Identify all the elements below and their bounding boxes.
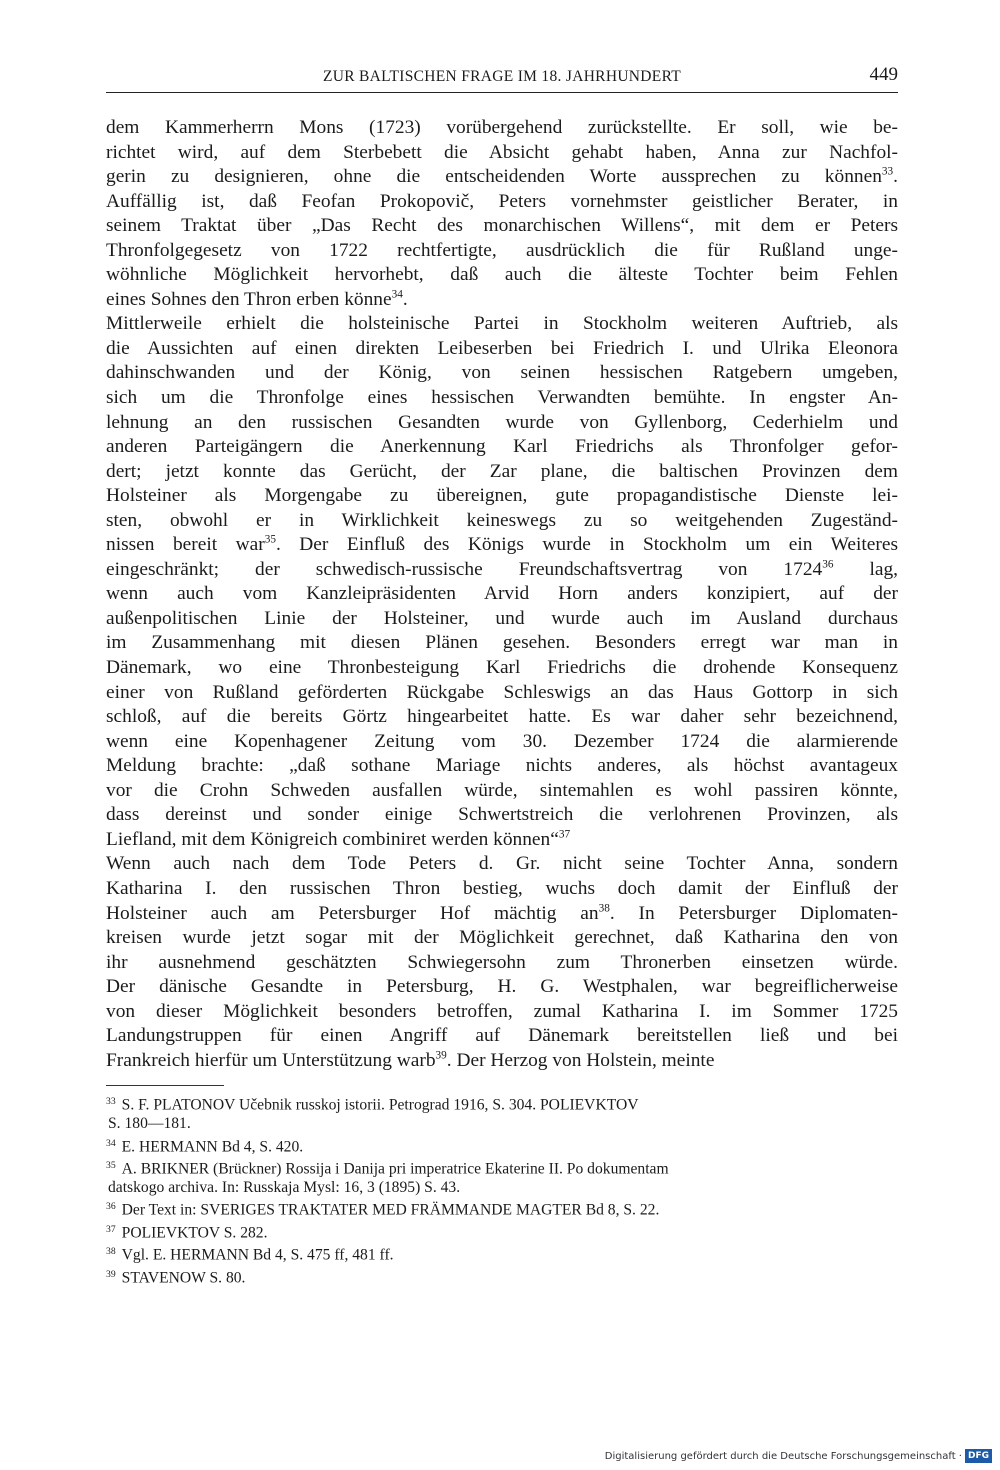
text-line [106,484,898,509]
text-line [106,1049,898,1074]
text-segment: gerin zu designieren, ohne die entscheidenden Worte aussprechen zu können [106,166,882,188]
text-segment: lag, [833,558,898,580]
text-line [106,337,898,362]
text-segment: dass dereinst und sonder einige Schwertstreich die verlohrenen Provinzen, als [106,804,898,826]
text-line [106,705,898,730]
text-segment: vor die Crohn Schweden ausfallen würde, sintemahlen es wohl passiren könnte, [106,779,898,801]
footnote-reference: 38 [598,902,610,915]
footnote-text: E. HERMANN Bd 4, S. 420. [121,1137,304,1155]
footnote [106,1220,898,1242]
text-line [106,386,898,411]
text-line [106,975,898,1000]
text-segment: . [893,166,898,188]
text-line [106,435,898,460]
footnote-number: 38 [106,1246,116,1258]
text-segment: . In Petersburger Diplomaten- [609,902,898,924]
footnote-text: datskogo archiva. In: Russkaja Mysl: 16, 3 (1895) S. 43. [108,1179,461,1197]
paragraph [106,116,898,312]
text-segment: Wenn auch nach dem Tode Peters d. Gr. nicht seine Tochter Anna, sondern [106,853,898,875]
text-segment: seinem Traktat über „Das Recht des monarchischen Willens“, mit dem er Peters [106,215,898,237]
text-line [106,803,898,828]
footnote-divider [106,1085,224,1086]
text-line [106,852,898,877]
page-header [106,64,898,93]
footnote [106,1242,898,1264]
text-line [106,607,898,632]
footnote-text: Vgl. E. HERMANN Bd 4, S. 475 ff, 481 ff. [121,1246,394,1264]
text-segment: von dieser Möglichkeit besonders betroffen, zumal Katharina I. im Sommer 1725 [106,1000,898,1022]
text-segment: Thronfolgegesetz von 1722 rechtfertigte, ausdrücklich die für Rußland unge- [106,239,898,261]
footnote-text: S. 180—181. [108,1115,191,1133]
text-segment: eines Sohnes den Thron erben könne [106,288,392,310]
text-line [106,165,898,190]
text-line [106,1024,898,1049]
footnote [106,1134,898,1156]
text-line [106,730,898,755]
text-line [106,460,898,485]
text-segment: Dänemark, wo eine Thronbesteigung Karl Friedrichs die drohende Konsequenz [106,657,898,679]
text-segment: eingeschränkt; der schwedisch-russische Freundschaftsvertrag von 1724 [106,558,823,580]
text-segment: Meldung brachte: „daß sothane Mariage nichts anderes, als höchst avantageux [106,755,898,777]
text-line [106,190,898,215]
text-segment: kreisen wurde jetzt sogar mit der Möglichkeit gerechnet, daß Katharina den von [106,927,898,949]
text-line [106,926,898,951]
text-line [106,681,898,706]
footnote [106,1265,898,1287]
text-line [106,582,898,607]
text-line [106,263,898,288]
text-line [106,509,898,534]
text-segment: nissen bereit war [106,534,265,556]
footnote [106,1156,898,1198]
text-segment: lehnung an den russischen Gesandten wurde von Gyllenborg, Cederhielm und [106,411,898,433]
text-line [106,141,898,166]
text-line [106,631,898,656]
text-segment: anderen Parteigängern die Anerkennung Karl Friedrichs als Thronfolger gefor- [106,436,898,458]
text-segment: sich um die Thronfolge eines hessischen Verwandten bemühte. In engster An- [106,387,898,409]
text-line [106,116,898,141]
text-segment: dahinschwanden und der König, von seinen hessischen Ratgebern umgeben, [106,362,898,384]
footnote-reference: 37 [558,828,571,841]
text-line [106,239,898,264]
text-line [106,1000,898,1025]
credit-text: Digitalisierung gefördert durch die Deutsche Forschungsgemeinschaft · [604,1450,962,1462]
text-line [106,288,898,313]
text-line [106,361,898,386]
text-segment: wenn auch vom Kanzleipräsidenten Arvid Horn anders konzipiert, auf der [106,583,898,605]
digitization-credit [605,1448,992,1464]
footnote-text: STAVENOW S. 80. [121,1268,246,1286]
footnote [106,1197,898,1219]
body-text [106,116,898,1073]
footnote-reference: 39 [435,1049,447,1062]
text-line [106,656,898,681]
text-line [106,312,898,337]
paragraph [106,852,898,1073]
footnotes [106,1092,898,1287]
page-number: 449 [869,64,898,85]
text-segment: schloß, auf die bereits Görtz hingearbeitet hatte. Es war daher sehr bezeichnend, [106,706,898,728]
footnote-number: 39 [106,1268,116,1280]
footnote-reference: 33 [881,165,894,178]
footnote-text: S. F. PLATONOV Učebnik russkoj istorii. Petrograd 1916, S. 304. POLIEVKTOV [121,1096,639,1114]
text-segment: außenpolitischen Linie der Holsteiner, und wurde auch im Ausland durchaus [106,607,898,629]
footnote-number: 35 [106,1159,116,1171]
text-line [106,214,898,239]
text-segment: Mittlerweile erhielt die holsteinische Partei in Stockholm weiteren Auftrieb, als [106,313,898,335]
text-segment: sten, obwohl er in Wirklichkeit keineswegs zu so weitgehenden Zugeständ- [106,509,898,531]
footnote-number: 33 [106,1096,116,1107]
text-segment: Landungstruppen für einen Angriff auf Dänemark bereitstellen ließ und bei [106,1025,898,1047]
footnote-reference: 35 [264,533,276,546]
text-segment: . [402,288,408,310]
footnote-text: A. BRIKNER (Brückner) Rossija i Danija pri imperatrice Ekaterine II. Po dokumentam [121,1160,669,1178]
footnote-number: 36 [106,1201,116,1213]
text-segment: richtet wird, auf dem Sterbebett die Absicht gehabt haben, Anna zur Nachfol- [106,141,898,163]
text-segment: ihr ausnehmend geschätzten Schwiegersohn zum Thronerben einsetzen würde. [106,951,898,973]
footnote [106,1092,898,1134]
footnote-reference: 36 [822,558,834,571]
text-segment: Der dänische Gesandte in Petersburg, H. G. Westphalen, war begreiflicherweise [106,976,898,998]
text-line [106,779,898,804]
footnote-number: 37 [106,1223,116,1235]
text-segment: die Aussichten auf einen direkten Leibeserben bei Friedrich I. und Ulrika Eleonora [106,337,898,359]
text-line [106,828,898,853]
text-segment: im Zusammenhang mit diesen Plänen gesehen. Besonders erregt war man in [106,632,898,654]
text-line [106,902,898,927]
text-segment: dem Kammerherrn Mons (1723) vorübergehend zurückstellte. Er soll, wie be- [106,117,898,138]
text-segment: Katharina I. den russischen Thron bestieg, wuchs doch damit der Einfluß der [106,877,898,899]
text-line [106,533,898,558]
text-segment: wöhnliche Möglichkeit hervorhebt, daß auch die älteste Tochter beim Fehlen [106,264,898,286]
text-segment: Holsteiner als Morgengabe zu übereignen, gute propagandistische Dienste lei- [106,485,898,507]
text-line [106,754,898,779]
text-segment: dert; jetzt konnte das Gerücht, der Zar plane, die baltischen Provinzen dem [106,460,898,482]
text-segment: Auffällig ist, daß Feofan Prokopovič, Peters vornehmster geistlicher Berater, in [106,190,898,212]
text-line [106,558,898,583]
text-line [106,951,898,976]
dfg-logo-icon: DFG [965,1449,992,1463]
text-segment: Frankreich hierfür um Unterstützung warb [106,1049,436,1071]
text-segment: . Der Herzog von Holstein, meinte [446,1049,715,1071]
text-segment: Holsteiner auch am Petersburger Hof mächtig an [106,902,599,924]
text-line [106,877,898,902]
paragraph [106,312,898,852]
text-segment: einer von Rußland geförderten Rückgabe Schleswigs an das Haus Gottorp in sich [106,681,898,703]
text-segment: . Der Einfluß des Königs wurde in Stockholm um ein Weiteres [275,534,898,556]
footnote-reference: 34 [391,288,403,301]
text-segment: Liefland, mit dem Königreich combiniret werden können“ [106,828,559,850]
running-title: ZUR BALTISCHEN FRAGE IM 18. JAHRHUNDERT [322,68,682,85]
text-segment: wenn eine Kopenhagener Zeitung vom 30. Dezember 1724 die alarmierende [106,730,898,752]
footnote-text: POLIEVKTOV S. 282. [121,1224,268,1242]
footnote-text: Der Text in: SVERIGES TRAKTATER MED FRÄMMANDE MAGTER Bd 8, S. 22. [121,1201,660,1219]
text-line [106,411,898,436]
footnote-number: 34 [106,1137,116,1149]
